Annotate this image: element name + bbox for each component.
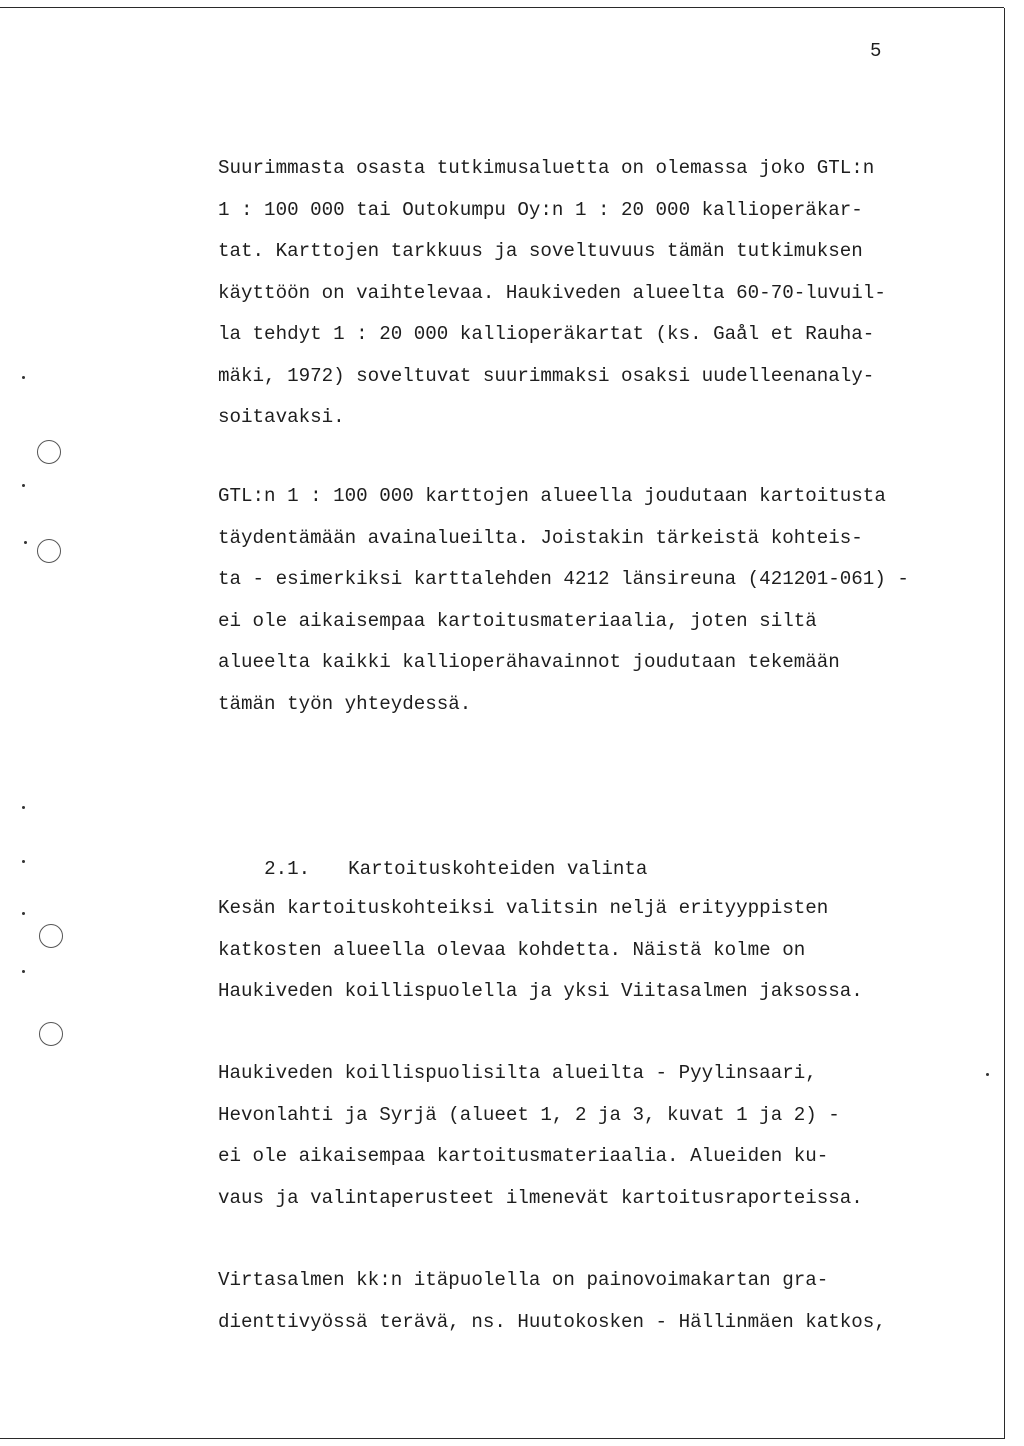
text-line: tämän työn yhteydessä. (218, 692, 472, 715)
paragraph-2 (218, 476, 909, 725)
section-title: Kartoituskohteiden valinta (348, 857, 648, 880)
text-line: dienttivyössä terävä, ns. Huutokosken - Hällinmäen katkos, (218, 1310, 886, 1333)
text-line: ei ole aikaisempaa kartoitusmateriaalia. Alueiden ku- (218, 1145, 829, 1167)
punch-hole-icon (39, 1022, 63, 1046)
paragraph-4 (218, 1053, 863, 1219)
text-line: Haukiveden koillispuolella ja yksi Viitasalmen jaksossa. (218, 980, 863, 1002)
scan-speck (24, 541, 27, 544)
bottom-border-line (0, 1438, 1005, 1439)
text-line: tat. Karttojen tarkkuus ja soveltuvuus tämän tutkimuksen (218, 240, 863, 262)
paragraph-1 (218, 148, 886, 439)
text-line: 1 : 100 000 tai Outokumpu Oy:n 1 : 20 000 kallioperäkar- (218, 198, 863, 221)
top-border-line (0, 7, 1004, 8)
scan-speck (22, 806, 25, 809)
text-line: alueelta kaikki kallioperähavainnot joudutaan tekemään (218, 651, 840, 673)
text-line: mäki, 1972) soveltuvat suurimmaksi osaksi uudelleenanaly- (218, 364, 875, 387)
text-line: la tehdyt 1 : 20 000 kallioperäkartat (ks. Gaål et Rauha- (218, 323, 875, 345)
text-line: katkosten alueella olevaa kohdetta. Näistä kolme on (218, 938, 806, 961)
text-line: Haukiveden koillispuolisilta alueilta - Pyylinsaari, (218, 1062, 817, 1084)
scan-speck (22, 912, 25, 915)
text-line: käyttöön on vaihtelevaa. Haukiveden alueelta 60-70-luvuil- (218, 281, 886, 304)
page-number: 5 (870, 40, 882, 62)
section-number: 2.1. (264, 857, 311, 880)
scan-speck (22, 860, 25, 863)
paragraph-5 (218, 1260, 886, 1343)
text-line: Kesän kartoituskohteiksi valitsin neljä erityyppisten (218, 897, 829, 919)
punch-hole-icon (39, 924, 63, 948)
scan-speck (986, 1073, 989, 1076)
right-border-line (1004, 8, 1005, 1438)
text-line: GTL:n 1 : 100 000 karttojen alueella joudutaan kartoitusta (218, 485, 886, 507)
paragraph-3 (218, 888, 863, 1013)
scan-speck (22, 484, 25, 487)
punch-hole-icon (37, 440, 61, 464)
text-line: soitavaksi. (218, 406, 345, 428)
text-line: ei ole aikaisempaa kartoitusmateriaalia, joten siltä (218, 609, 817, 632)
text-line: Hevonlahti ja Syrjä (alueet 1, 2 ja 3, kuvat 1 ja 2) - (218, 1103, 840, 1126)
punch-hole-icon (37, 539, 61, 563)
scan-speck (22, 376, 25, 379)
text-line: ta - esimerkiksi karttalehden 4212 länsireuna (421201-061) - (218, 568, 909, 590)
text-line: Virtasalmen kk:n itäpuolella on painovoimakartan gra- (218, 1269, 829, 1291)
text-line: täydentämään avainalueilta. Joistakin tärkeistä kohteis- (218, 526, 863, 549)
scan-speck (22, 970, 25, 973)
text-line: Suurimmasta osasta tutkimusaluetta on olemassa joko GTL:n (218, 157, 875, 179)
text-line: vaus ja valintaperusteet ilmenevät kartoitusraporteissa. (218, 1186, 863, 1209)
